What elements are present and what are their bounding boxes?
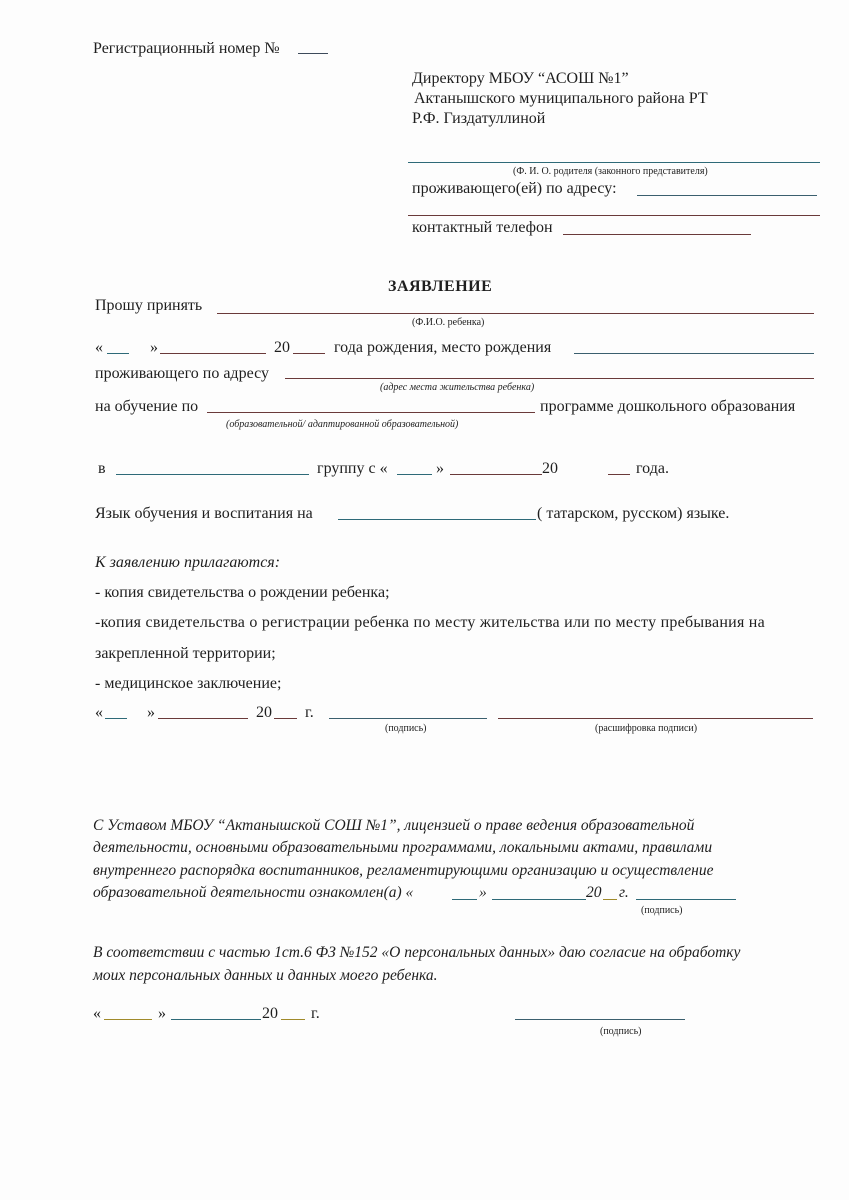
sign1-signature-caption: (подпись) — [385, 723, 427, 734]
ack-month-field[interactable] — [492, 899, 586, 900]
education-caption: (образовательной/ адаптированной образовательной) — [226, 419, 459, 430]
document-title: ЗАЯВЛЕНИЕ — [388, 278, 493, 295]
birth-place-field[interactable] — [574, 353, 814, 354]
parent-name-caption: (Ф. И. О. родителя (законного представителя) — [513, 166, 708, 177]
group-name-field[interactable] — [116, 474, 309, 475]
group-suffix: года. — [636, 460, 669, 477]
consent-year-prefix: 20 — [262, 1005, 278, 1022]
acknowledgement-last-line: образовательной деятельности ознакомлен(а) « — [93, 884, 414, 901]
birth-year-prefix: 20 — [274, 339, 290, 356]
request-label: Прошу принять — [95, 297, 203, 314]
consent-day-close: » — [158, 1005, 166, 1022]
attachment-item: - медицинское заключение; — [95, 675, 282, 692]
group-year-prefix: 20 — [542, 460, 558, 477]
acknowledgement-line: деятельности, основными образовательными программами, локальными актами, правилами — [93, 839, 713, 856]
sign1-day-open: « — [95, 704, 103, 721]
acknowledgement-line: внутреннего распорядка воспитанников, регламентирующими организацию и осуществление — [93, 862, 714, 879]
consent-signature-field[interactable] — [515, 1019, 685, 1020]
addressee-district: Актанышского муниципального района РТ — [414, 90, 708, 107]
consent-year-field[interactable] — [281, 1019, 305, 1020]
birth-place-label: года рождения, место рождения — [334, 339, 552, 356]
education-suffix: программе дошкольного образования — [540, 398, 796, 415]
language-field[interactable] — [338, 519, 536, 520]
education-label: на обучение по — [95, 398, 199, 415]
birth-day-open: « — [95, 339, 103, 356]
consent-line: моих персональных данных и данных моего ребенка. — [93, 967, 438, 984]
child-address-field[interactable] — [285, 378, 814, 379]
language-label: Язык обучения и воспитания на — [95, 505, 313, 522]
birth-day-field[interactable] — [107, 353, 129, 354]
phone-field[interactable] — [563, 234, 751, 235]
ack-suffix: г. — [619, 884, 629, 901]
consent-suffix: г. — [311, 1005, 320, 1022]
ack-day-close: » — [479, 884, 487, 901]
phone-label: контактный телефон — [412, 219, 553, 236]
ack-signature-field[interactable] — [636, 899, 736, 900]
consent-line: В соответствии с частью 1ст.6 ФЗ №152 «О персональных данных» даю согласие на обработку — [93, 944, 741, 961]
consent-signature-caption: (подпись) — [600, 1026, 642, 1037]
sign1-decode-caption: (расшифровка подписи) — [595, 723, 698, 734]
education-program-field[interactable] — [207, 412, 535, 413]
birth-year-field[interactable] — [293, 353, 325, 354]
child-address-caption: (адрес места жительства ребенка) — [380, 382, 535, 393]
parent-name-field[interactable] — [408, 162, 820, 163]
ack-year-prefix: 20 — [586, 884, 602, 901]
registration-number — [93, 40, 280, 58]
sign1-signature-field[interactable] — [329, 718, 487, 719]
consent-month-field[interactable] — [171, 1019, 261, 1020]
group-day-close: » — [436, 460, 444, 477]
registration-number-field[interactable] — [298, 53, 328, 54]
group-text: группу с « — [317, 460, 388, 477]
addressee-name: Р.Ф. Гиздатуллиной — [412, 110, 546, 127]
language-suffix: ( татарском, русском) языке. — [537, 505, 730, 522]
registration-label: Регистрационный номер № — [93, 40, 280, 57]
sign1-month-field[interactable] — [158, 718, 248, 719]
child-address-label: проживающего по адресу — [95, 365, 269, 382]
sign1-suffix: г. — [305, 704, 314, 721]
birth-day-close: » — [150, 339, 158, 356]
group-day-field[interactable] — [397, 474, 432, 475]
group-prefix: в — [98, 460, 106, 477]
attachment-item: - копия свидетельства о рождении ребенка; — [95, 584, 390, 601]
consent-day-field[interactable] — [104, 1019, 152, 1020]
sign1-decode-field[interactable] — [498, 718, 813, 719]
attachment-item: закрепленной территории; — [95, 645, 276, 662]
child-name-caption: (Ф.И.О. ребенка) — [412, 317, 485, 328]
group-month-field[interactable] — [450, 474, 542, 475]
sign1-year-prefix: 20 — [256, 704, 272, 721]
addressee-director: Директору МБОУ “АСОШ №1” — [412, 70, 629, 87]
consent-day-open: « — [93, 1005, 101, 1022]
acknowledgement-line: С Уставом МБОУ “Актанышской СОШ №1”, лицензией о праве ведения образовательной — [93, 817, 695, 834]
parent-address-field-2[interactable] — [408, 215, 820, 216]
sign1-day-close: » — [147, 704, 155, 721]
attachments-heading: К заявлению прилагаются: — [95, 554, 281, 571]
attachment-item: -копия свидетельства о регистрации ребенка по месту жительства или по месту пребывания на — [95, 614, 765, 631]
ack-day-field[interactable] — [452, 899, 477, 900]
child-name-field[interactable] — [217, 313, 814, 314]
sign1-year-field[interactable] — [274, 718, 297, 719]
parent-address-label: проживающего(ей) по адресу: — [412, 180, 617, 197]
ack-year-field[interactable] — [603, 899, 617, 900]
group-year-field[interactable] — [608, 474, 630, 475]
parent-address-field[interactable] — [637, 195, 817, 196]
sign1-day-field[interactable] — [105, 718, 127, 719]
ack-signature-caption: (подпись) — [641, 905, 683, 916]
birth-month-field[interactable] — [160, 353, 266, 354]
